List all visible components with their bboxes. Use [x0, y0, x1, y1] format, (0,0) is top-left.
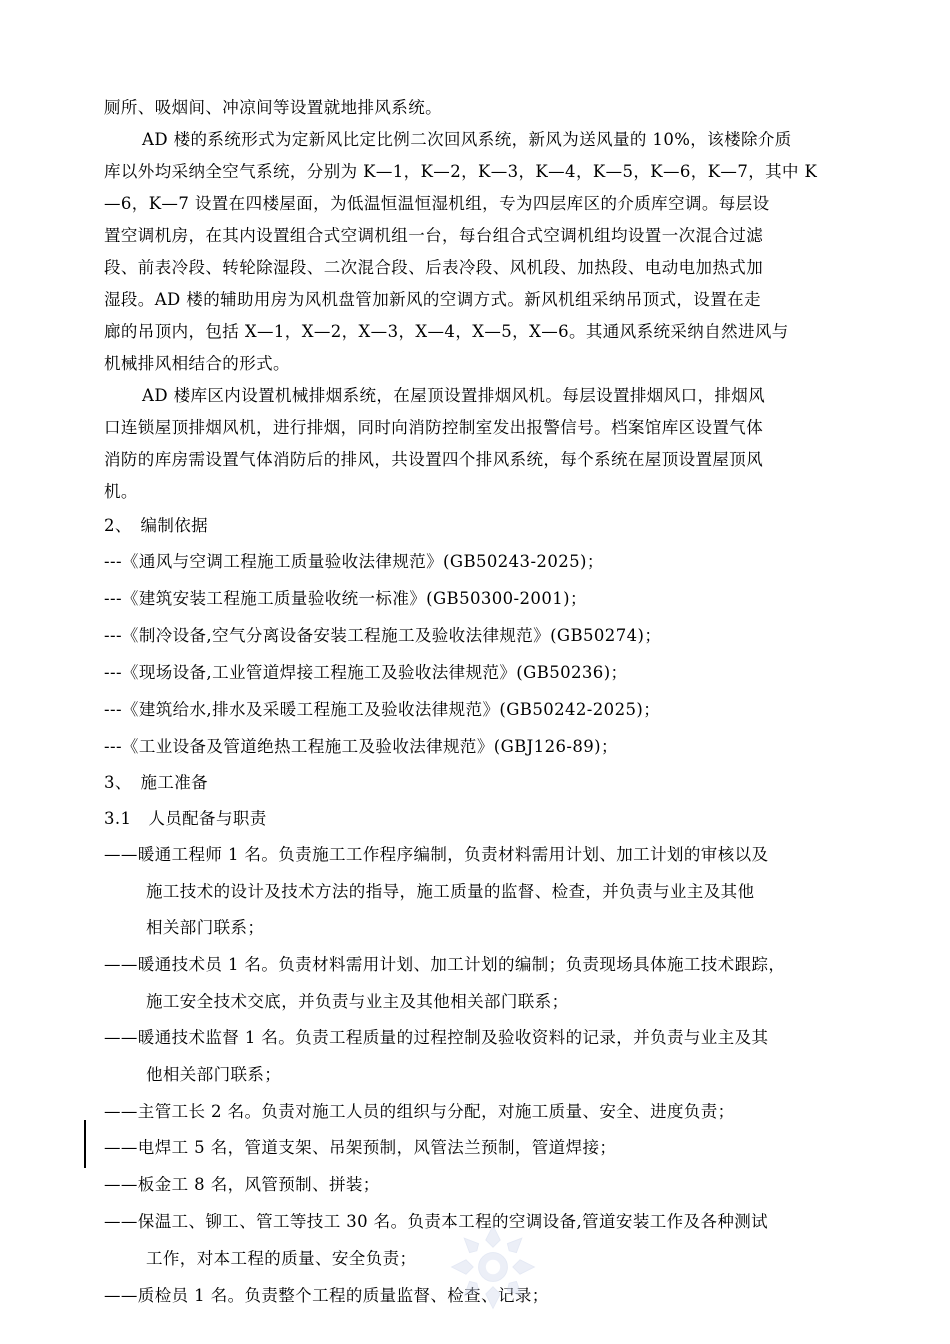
staff-item: ——保温工、铆工、管工等技工 30 名。负责本工程的空调设备,管道安装工作及各种测试	[104, 1212, 769, 1231]
reference-item: ---《现场设备,工业管道焊接工程施工及验收法律规范》(GB50236)；	[104, 663, 628, 682]
text-line: 机械排风相结合的形式。	[104, 354, 290, 373]
subsection-heading: 3.1 人员配备与职责	[104, 809, 267, 828]
snowflake-watermark-icon	[448, 1222, 538, 1312]
staff-item-continuation: 相关部门联系；	[146, 918, 265, 937]
staff-item: ——质检员 1 名。负责整个工程的质量监督、检查、记录；	[104, 1286, 549, 1305]
staff-item-continuation: 工作，对本工程的质量、安全负责；	[146, 1249, 417, 1268]
text-line: 消防的库房需设置气体消防后的排风，共设置四个排风系统，每个系统在屋顶设置屋顶风	[104, 450, 764, 469]
staff-item-continuation: 施工安全技术交底，并负责与业主及其他相关部门联系；	[146, 992, 569, 1011]
reference-item: ---《建筑给水,排水及采暖工程施工及验收法律规范》(GB50242-2025)；	[104, 700, 661, 719]
staff-item: ——暖通技术员 1 名。负责材料需用计划、加工计划的编制；负责现场具体施工技术跟踪，	[104, 955, 786, 974]
text-line: 置空调机房，在其内设置组合式空调机组一台，每台组合式空调机组均设置一次混合过滤	[104, 226, 764, 245]
reference-item: ---《制冷设备,空气分离设备安装工程施工及验收法律规范》(GB50274)；	[104, 626, 662, 645]
staff-item: ——暖通技术监督 1 名。负责工程质量的过程控制及验收资料的记录，并负责与业主及其	[104, 1028, 769, 1047]
text-line: 库以外均采纳全空气系统，分别为 K—1，K—2，K—3，K—4，K—5，K—6，K—7，其中 K	[104, 162, 818, 181]
reference-item: ---《工业设备及管道绝热工程施工及验收法律规范》(GBJ126-89)；	[104, 737, 618, 756]
reference-item: ---《通风与空调工程施工质量验收法律规范》(GB50243-2025)；	[104, 552, 604, 571]
text-line: AD 楼的系统形式为定新风比定比例二次回风系统，新风为送风量的 10%，该楼除介质	[142, 130, 792, 149]
staff-item: ——板金工 8 名，风管预制、拼装；	[104, 1175, 380, 1194]
staff-item: ——电焊工 5 名，管道支架、吊架预制，风管法兰预制，管道焊接；	[104, 1138, 617, 1157]
section-heading: 2、 编制依据	[104, 516, 209, 535]
text-line: 湿段。AD 楼的辅助用房为风机盘管加新风的空调方式。新风机组采纳吊顶式，设置在走	[104, 290, 761, 309]
text-line: 段、前表冷段、转轮除湿段、二次混合段、后表冷段、风机段、加热段、电动电加热式加	[104, 258, 764, 277]
staff-item: ——主管工长 2 名。负责对施工人员的组织与分配，对施工质量、安全、进度负责；	[104, 1102, 735, 1121]
staff-item: ——暖通工程师 1 名。负责施工工作程序编制，负责材料需用计划、加工计划的审核以及	[104, 845, 769, 864]
staff-item-continuation: 施工技术的设计及技术方法的指导，施工质量的监督、检查，并负责与业主及其他	[146, 882, 755, 901]
text-line: 厕所、吸烟间、冲凉间等设置就地排风系统。	[104, 98, 442, 117]
text-line: 机。	[104, 482, 138, 501]
revision-bar	[84, 1120, 86, 1168]
text-line: —6，K—7 设置在四楼屋面，为低温恒温恒湿机组，专为四层库区的介质库空调。每层设	[104, 194, 770, 213]
section-heading: 3、 施工准备	[104, 773, 209, 792]
text-line: 廊的吊顶内，包括 X—1，X—2，X—3，X—4，X—5，X—6。其通风系统采纳自然进风与	[104, 322, 789, 341]
text-line: 口连锁屋顶排烟风机，进行排烟，同时向消防控制室发出报警信号。档案馆库区设置气体	[104, 418, 764, 437]
reference-item: ---《建筑安装工程施工质量验收统一标准》(GB50300-2001)；	[104, 589, 587, 608]
text-line: AD 楼库区内设置机械排烟系统，在屋顶设置排烟风机。每层设置排烟风口，排烟风	[142, 386, 766, 405]
staff-item-continuation: 他相关部门联系；	[146, 1065, 282, 1084]
